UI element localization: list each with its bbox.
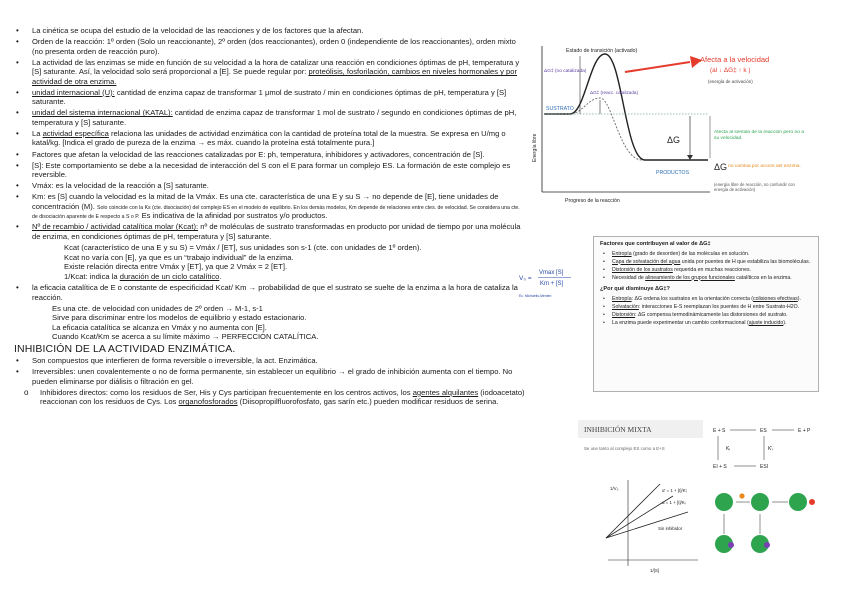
lb-line-high-inhibitor [606, 484, 660, 538]
lb-line-no-inhibitor [606, 512, 688, 538]
activation-energy-infobox [593, 236, 819, 392]
scheme-e-plus-p: E + P [798, 428, 811, 434]
infobox-item [600, 259, 812, 266]
bullet: • [16, 192, 19, 202]
list-item [14, 367, 526, 386]
sub-line-text: Kcat (característico de una E y su S) = Vmáx / [ET], sus unidades son s-1 (cte. con unidades de 1º orden). [64, 243, 422, 253]
alpha-label: α = 1 + [I]/Kᵢ [662, 500, 686, 505]
infobox-term: Distorsión de los sustratos [612, 266, 673, 273]
bullet-text: La actividad de las enzimas se mide en función de su velocidad a la hora de catalizar una reacción en condiciones óptimas de pH, temperatura y [S] saturante. Así, la velocidad solo será proporcional a [E]. Se puede regular por: [32, 57, 520, 77]
mixed-inhibition-figure [578, 420, 843, 580]
term: unidad del sistema internacional (KATAL): [32, 108, 173, 118]
infobox-text: : interacciones E-S reemplazan los puentes de H entre Sustrato-H2O. [638, 303, 800, 310]
infobox-term: Entropía [612, 295, 632, 302]
bullet: • [16, 108, 19, 118]
enzyme-e-product [789, 493, 807, 511]
bullet-text: cantidad de enzima capaz de transformar 1 μmol de sustrato / min en condiciones óptimas de pH, temperatura y [S] saturante. [32, 87, 507, 107]
sub-line [14, 313, 526, 323]
sub-line-text: Sirve para discriminar entre los modelos de equilibrio y estado estacionario. [52, 313, 307, 323]
bullet-text: Inhibidores directos: como los residuos de Ser, His y Cys participan frecuentemente en los centros activos, los [40, 387, 413, 397]
sub-line [14, 243, 526, 253]
bullet-text: Son compuestos que interfieren de forma reversible o irreversible, la act. Enzimática. [32, 356, 318, 366]
list-item [14, 58, 526, 87]
scheme-ki: Kᵢ [726, 446, 731, 452]
inhibitor-i [728, 542, 734, 548]
infobox-text: Necesidad de [612, 274, 646, 281]
bullet-text: la eficacia catalítica de E o constante de especificidad Kcat/ Km → probabilidad de que el sustrato se suelte de la enzima a la hora de cataliza la reacción. [32, 283, 518, 302]
bullet-text: Orden de la reacción: 1º orden (Solo un reaccionante), 2º orden (dos reaccionantes), orden 0 (independiente de los reaccionantes), orden mixto (no presenta orden de reacción puro). [32, 37, 516, 56]
bullet: • [16, 57, 19, 67]
scheme-esi: ESI [760, 464, 769, 470]
dg-catalyzed-label: ΔG‡ (reacc. catalizada) [590, 90, 639, 95]
energy-diagram [530, 42, 808, 210]
infobox-text: : ΔG compensa termodinámicamente las distorsiones del sustrato. [635, 311, 788, 318]
list-item [14, 150, 526, 160]
infobox-list [600, 296, 812, 327]
infobox-term: colisiones efectivas [753, 295, 798, 302]
infobox-term: Solvatación [612, 303, 639, 310]
infobox-title: ¿Por qué disminuye ΔG‡? [600, 286, 670, 293]
enzyme-cartoons [715, 493, 815, 553]
enzyme-es [751, 493, 769, 511]
substrate-label: SUSTRATO [546, 106, 574, 112]
infobox-item [600, 251, 812, 258]
dg-arrowhead [687, 155, 693, 160]
lb-x-label: 1/[S] [650, 568, 660, 573]
bullet-text: Factores que afetan la velocidad de las reacciones catalizadas por E: ph, temperatura, inhibidores y activadores, concentración de [S]. [32, 149, 485, 159]
bullet-text: cantidad de enzima capaz de transformar 1 mol de sustrato / segundo en condiciones óptimas de pH, temperatura y [S] saturante. [32, 108, 517, 127]
infobox-item [600, 304, 812, 311]
sub-line [14, 332, 526, 342]
affects-speed-label: Afecta a la velocidad [700, 55, 770, 64]
sub-line-text: La eficacia catalítica se alcanza en Vmáx y no aumenta con [E]. [52, 322, 267, 332]
infobox-text: requerida en muchas reacciones. [672, 266, 751, 273]
mixed-inhibition-svg [578, 420, 843, 580]
no-change-note: no cambia por acción del enzima. [728, 164, 801, 169]
sense-note: Afecta al sentido de la reacción pero no a su velocidad. [714, 130, 804, 141]
sub-line [14, 253, 526, 263]
infobox-text: La enzima puede experimentar un cambio conformacional ( [612, 319, 749, 326]
bullet-underlined-text: proteólisis, fosforilación, cambios en niveles hormonales y por actividad de otra enzima. [32, 67, 518, 86]
free-energy-note-wrap [714, 182, 806, 204]
equation-denominator: Km + [S] [540, 281, 564, 287]
bullet: • [16, 367, 19, 377]
sub-line-text: Es una cte. de velocidad con unidades de 2º orden → M-1, s-1 [52, 303, 263, 313]
term: actividad específica [42, 128, 109, 138]
infobox-item [600, 275, 812, 282]
bullet: • [16, 128, 19, 138]
bullet: • [16, 181, 19, 191]
equation-caption: Ec. Michaelis-Menten [519, 294, 552, 298]
infobox-term: ajuste inducido [748, 319, 784, 326]
term: Nº de recambio / actividad catalítica molar (Kcat): [32, 222, 199, 232]
infobox-term: Distorsión [612, 311, 636, 318]
scheme-e-plus-s: E + S [713, 428, 726, 434]
infobox-text: unida por puentes de H que estabiliza las biomoléculas. [680, 258, 811, 265]
bullet: • [16, 283, 19, 293]
list-item [14, 283, 526, 302]
sub-line-text: Cuando Kcat/Km se acerca a su límite máximo → PERFECCIÓN CATALÍTICA. [52, 332, 319, 342]
infobox-list [600, 251, 812, 282]
section-heading-wrap [14, 342, 526, 355]
list-item [14, 108, 526, 127]
sub-line [14, 323, 526, 333]
free-energy-note: (energía libre de reacción, no confundir con energía de activación) [714, 182, 795, 193]
bullet: • [16, 356, 19, 366]
infobox-term: alineamiento de los grupos funcionales [645, 274, 735, 281]
bullet: • [16, 26, 19, 35]
substrate-s [739, 493, 744, 498]
bullet-text: [S]: Este comportamiento se debe a la necesidad de interacción del S con el E para formar un complejo ES. La formación de este complejo es reversible. [32, 160, 511, 180]
list-item [14, 26, 526, 36]
list-item [14, 356, 526, 366]
sense-note-wrap [714, 130, 806, 160]
michaelis-menten-equation [519, 262, 587, 302]
small-note: Solo coincide con la Ks (cte. disociación) del complejo ES en el modelo de equilibrio. En los demás modelos, Km depende de relaciones entre ctes. de velocidad. Se considera una cte. de disociación aparente de E respecto a S o P. [32, 204, 520, 221]
list-item [14, 129, 526, 148]
infobox-term: Capa de solvatación del agua [612, 258, 681, 265]
bullet-text: (Diisopropilfluorofosfato, gas sarín etc.) pueden modificar residuos de serina. [237, 397, 499, 407]
bullet-text: (iodoacetato) reaccionan con los residuos de Cys. Los [40, 387, 525, 407]
bullet-text: Es indicativa de la afinidad por sustratos y/o productos. [139, 211, 328, 221]
bullet-text: nº de moléculas de sustrato transformadas en producto por unidad de tiempo por una molécula de enzima, en condiciones óptimas de pH, temperatura y [S] saturante. [32, 222, 521, 241]
infobox-title: Factores que contribuyen al valor de ΔG‡ [600, 241, 711, 247]
scheme-es: ES [760, 428, 767, 434]
bullet-text: relaciona las unidades de actividad enzimática con la cantidad de proteína total de la muestra. Se expresa en U/mg o katal/kg. [Indica el grado de pureza de la enzima → es máx. cuando la proteína está totalmente pura.] [32, 128, 506, 148]
infobox-item [600, 312, 812, 319]
sub-line-text: Existe relación directa entre Vmáx y [ET], ya que 2 Vmáx = 2 [ET]. [64, 262, 288, 272]
energy-diagram-svg [530, 42, 808, 210]
product-p [809, 499, 815, 505]
infobox-text: catalíticos en la enzima. [734, 274, 792, 281]
alpha-prime-label: α' = 1 + [I]/K'ᵢ [662, 488, 688, 493]
list-item [14, 161, 526, 180]
scheme-ki-prime: K'ᵢ [768, 446, 774, 452]
bullet: o [24, 387, 29, 397]
dg-big-label: ΔG [714, 162, 728, 172]
sub-line [14, 304, 526, 314]
underlined-text: duración de un ciclo catalítico [119, 271, 220, 281]
products-label: PRODUCTOS [656, 170, 690, 176]
scheme-ei-plus-s: EI + S [713, 464, 727, 470]
list-item [14, 88, 526, 107]
infobox-text: ). [797, 295, 801, 302]
term: organofosforados [178, 397, 238, 407]
term: unidad internacional (U): [32, 87, 115, 97]
sub-line: 1/Kcat: indica la duración de un ciclo catalítico. [64, 271, 222, 281]
y-axis-label: Energía libre [532, 133, 538, 162]
list-item [14, 37, 526, 56]
x-axis-label: Progreso de la reacción [565, 198, 620, 204]
bullet-text: Vmáx: es la velocidad de la reacción a [S] saturante. [32, 181, 209, 191]
sub-line-text: Kcat no varía con [E], ya que es un “trabajo individual” de la enzima. [64, 252, 294, 262]
term: agentes alquilantes [412, 387, 479, 397]
inhibitor-i-2 [764, 542, 770, 548]
bullet-text: La [32, 128, 43, 138]
list-item [14, 388, 526, 407]
infobox-text: : ΔG ordena los sustratos en la orientación correcta ( [631, 295, 754, 302]
inhibition-subtitle: Se une tanto al complejo ES como a E+S [584, 446, 665, 451]
lb-y-label: 1/V₀ [610, 486, 619, 491]
no-inhibitor-label: Sin inhibidor [658, 526, 683, 531]
no-change-wrap [728, 164, 806, 180]
bullet-text: Irreversibles: unen covalentemente o no de forma permanente, sin establecer un equilibrio → el grado de inhibición aumenta con el tiempo. No pueden eliminarse por diálisis o filtración en gel. [32, 367, 513, 386]
infobox-item [600, 320, 812, 327]
equation-lhs: V₀ = [519, 275, 532, 282]
bullet: • [16, 149, 19, 159]
dg-uncatalyzed-label: ΔG‡ (no catalizada) [544, 69, 587, 74]
sub-line [14, 262, 526, 272]
equation-numerator: Vmax [S] [539, 270, 564, 276]
list-item [14, 181, 526, 191]
infobox-term: Entropía [612, 250, 632, 257]
affects-speed-sub: (al ↓ ΔG‡ ↑ k ) [710, 67, 751, 74]
red-arrow [625, 62, 690, 72]
inhibition-title: INHIBICIÓN MIXTA [584, 425, 652, 434]
bullet: • [16, 37, 19, 47]
section-heading: INHIBICIÓN DE LA ACTIVIDAD ENZIMÁTICA. [14, 342, 236, 355]
enzyme-e [715, 493, 733, 511]
dg-label: ΔG [667, 135, 681, 145]
transition-state-label: Estado de transición (activado) [566, 48, 638, 54]
notes-list [14, 26, 526, 408]
bullet: • [16, 160, 19, 170]
list-item [14, 192, 526, 221]
infobox-text: ). [783, 319, 787, 326]
infobox-item [600, 296, 812, 303]
list-item [14, 222, 526, 241]
activation-energy-note: (energía de activación) [708, 79, 753, 84]
infobox-item [600, 267, 812, 274]
infobox-text: (grado de desorden) de las moléculas en solución. [631, 250, 750, 257]
equation-svg [519, 262, 587, 302]
bullet: • [16, 87, 19, 97]
bullet-text: La cinética se ocupa del estudio de la velocidad de las reacciones y de los factores que la afectan. [32, 26, 364, 35]
sub-line-text: 1/Kcat: indica la [64, 271, 120, 281]
bullet: • [16, 222, 19, 232]
bullet-text: Km: es [S] cuando la velocidad es la mitad de la Vmáx. Es una cte. característica de una E y su S → no depende de [E], tiene unidades de concentración (M). [32, 192, 499, 211]
